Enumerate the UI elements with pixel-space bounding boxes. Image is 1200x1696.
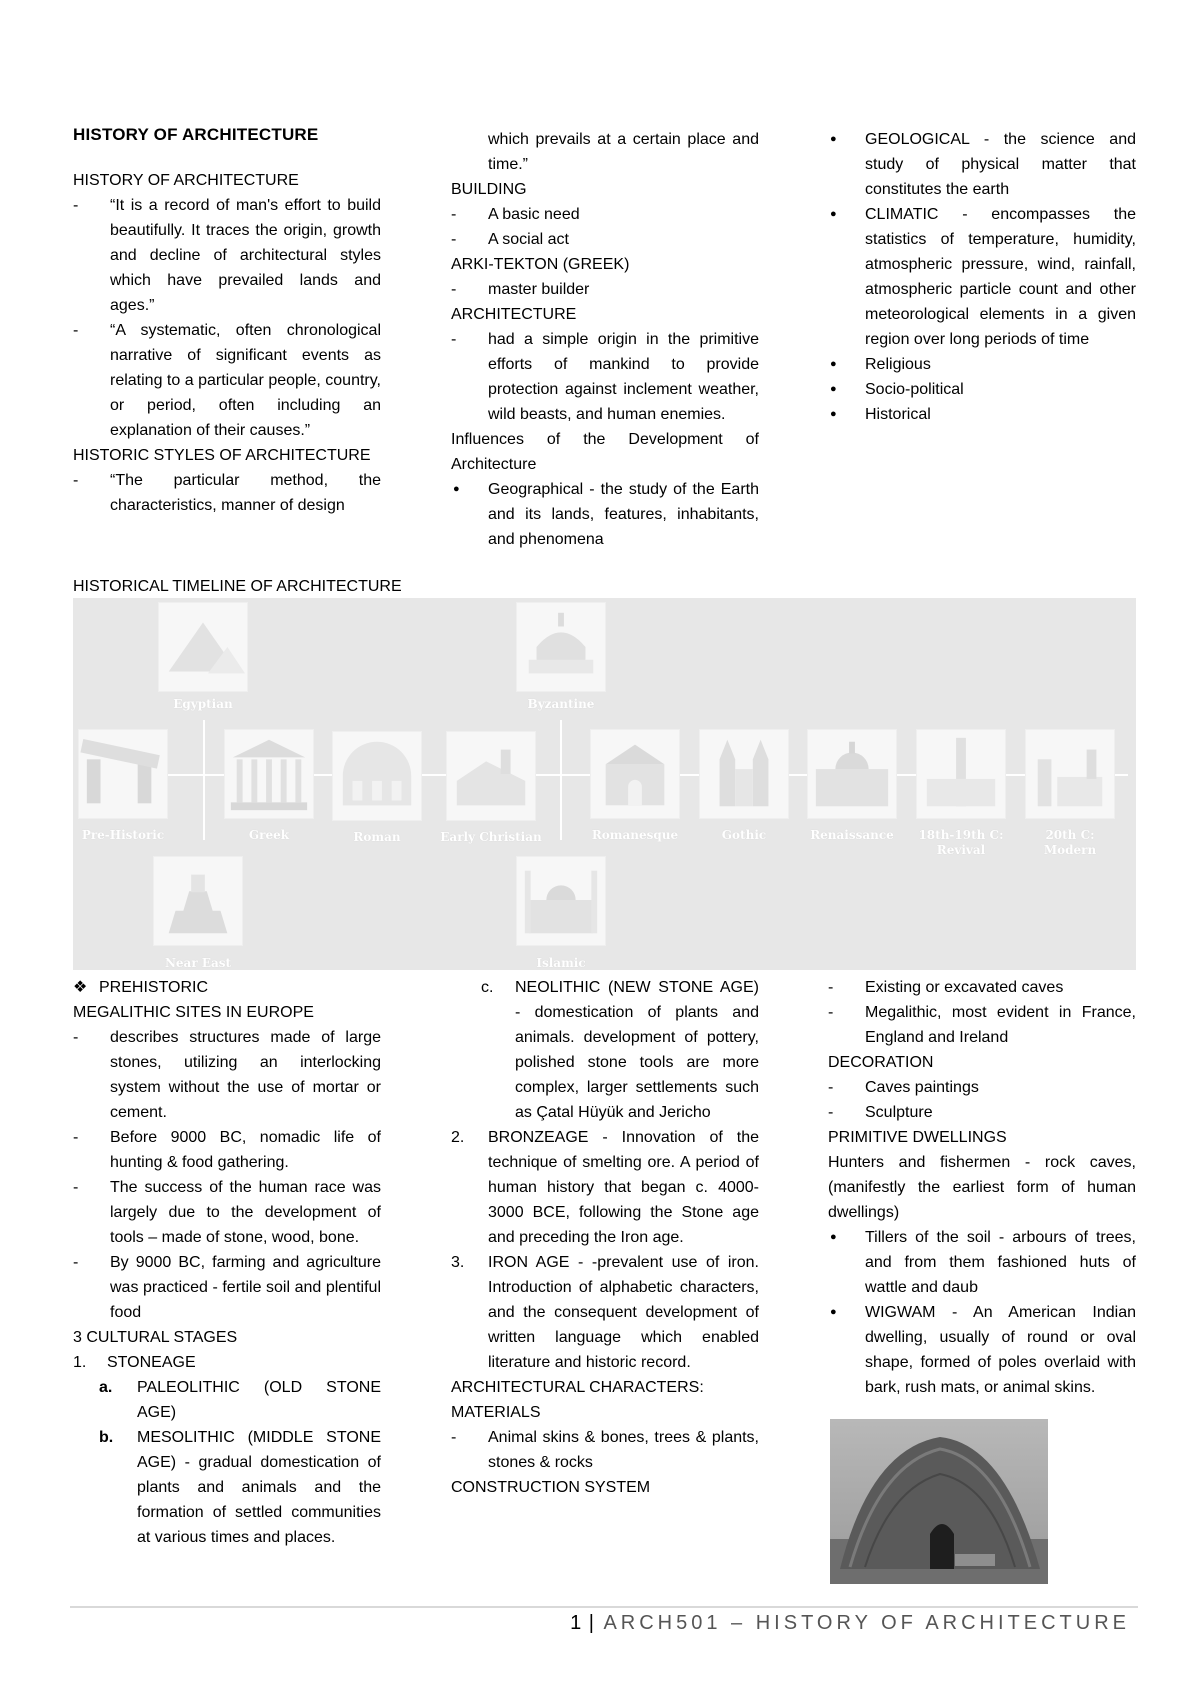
prehistoric-heading: ❖ PREHISTORIC — [73, 975, 381, 1000]
list-item: - describes structures made of large stones, utilizing an interlocking system without the use of mortar or cement. — [73, 1025, 381, 1125]
list-letter: c. — [481, 979, 494, 996]
list-item: - “A systematic, often chronological narrative of significant events as relating to a particular people, country, or period, often including an explanation of their causes.” — [73, 318, 381, 443]
near-east-label: Near East — [164, 956, 232, 970]
egyptian-image — [158, 602, 248, 692]
byzantine-image — [516, 602, 606, 692]
list-item: - By 9000 BC, farming and agriculture was practiced - fertile soil and plentiful food — [73, 1250, 381, 1325]
list-item: 1. STONEAGE — [73, 1350, 381, 1375]
revival-label-line1: 18th-19th C: — [918, 828, 1004, 842]
list-item: a. PALEOLITHIC (OLD STONE AGE) — [73, 1375, 381, 1425]
list-item: - A basic need — [451, 202, 759, 227]
construction-list — [828, 975, 1136, 1050]
megalithic-list — [73, 1025, 381, 1325]
architecture-heading: ARCHITECTURE — [451, 306, 577, 323]
list-letter: a. — [99, 1379, 113, 1396]
list-item: 3. IRON AGE - -prevalent use of iron. Introduction of alphabetic characters, and the consequent development of written language which enabled literature and historic record. — [451, 1250, 759, 1375]
list-item: ● Historical — [828, 402, 1136, 427]
roman-label: Roman — [353, 830, 401, 844]
renaissance-label: Renaissance — [810, 828, 894, 842]
list-item: ● Religious — [828, 352, 1136, 377]
list-item: - had a simple origin in the primitive efforts of mankind to provide protection against inclement weather, wild beasts, and human enemies. — [451, 327, 759, 427]
megalithic-heading: MEGALITHIC SITES IN EUROPE — [73, 1004, 314, 1021]
page-title: HISTORY OF ARCHITECTURE — [73, 125, 319, 144]
list-item: c. NEOLITHIC (NEW STONE AGE) - domestication of plants and animals. development of pottery, polished stone tools are more complex, larger settlements such as Çatal Hüyük and Jericho — [451, 975, 759, 1125]
cultural-stages-list-continued — [451, 1125, 759, 1375]
arki-tekton-list — [451, 277, 759, 302]
early-christian-image — [446, 731, 536, 821]
stone-age-sublist — [73, 1375, 381, 1550]
timeline-line — [560, 720, 562, 840]
list-item: - Before 9000 BC, nomadic life of hunting & food gathering. — [73, 1125, 381, 1175]
list-number: 3. — [451, 1254, 465, 1271]
list-number: 2. — [451, 1129, 465, 1146]
timeline-line — [203, 720, 205, 840]
list-item: - Existing or excavated caves — [828, 975, 1136, 1000]
column-6 — [828, 975, 1136, 1400]
revival-label — [901, 828, 1021, 858]
renaissance-image — [807, 729, 897, 819]
history-heading: HISTORY OF ARCHITECTURE — [73, 172, 299, 189]
page-footer — [570, 1612, 1130, 1635]
list-item: - “The particular method, the characteristics, manner of design — [73, 468, 381, 518]
influences-list — [451, 477, 759, 552]
gothic-image — [699, 729, 789, 819]
near-east-image — [153, 856, 243, 946]
islamic-label: Islamic — [536, 956, 586, 970]
materials-heading: MATERIALS — [451, 1404, 541, 1421]
column-2 — [451, 127, 759, 552]
list-letter: b. — [99, 1429, 114, 1446]
page-number: 1 | — [570, 1612, 595, 1634]
list-item: ● Geographical - the study of the Earth and its lands, features, inhabitants, and phenomena — [451, 477, 759, 552]
greek-label: Greek — [248, 828, 290, 842]
course-title: ARCH501 – HISTORY OF ARCHITECTURE — [603, 1612, 1130, 1634]
influences-list-continued — [828, 127, 1136, 427]
gothic-label: Gothic — [721, 828, 767, 842]
byzantine-label: Byzantine — [527, 697, 595, 711]
list-item: - A social act — [451, 227, 759, 252]
materials-list — [451, 1425, 759, 1475]
list-item: - “It is a record of man's effort to build beautifully. It traces the origin, growth and decline of architectural styles which have prevailed lands and ages.” — [73, 193, 381, 318]
influences-heading: Influences of the Development of Architecture — [451, 431, 759, 473]
modern-label-line1: 20th C: — [1045, 828, 1095, 842]
modern-label-line2: Modern — [1043, 843, 1097, 857]
footer-rule — [70, 1606, 1138, 1608]
list-item: ● CLIMATIC - encompasses the statistics of temperature, humidity, atmospheric pressure, wind, rainfall, atmospheric particle count and other meteorological elements in a given region over long periods of time — [828, 202, 1136, 352]
modern-label — [1010, 828, 1130, 858]
column-4 — [73, 975, 381, 1550]
construction-heading: CONSTRUCTION SYSTEM — [451, 1479, 651, 1496]
greek-image — [224, 729, 314, 819]
dwellings-list — [828, 1225, 1136, 1400]
column-1 — [73, 122, 381, 518]
revival-label-line2: Revival — [936, 843, 986, 857]
list-item: b. MESOLITHIC (MIDDLE STONE AGE) - gradual domestication of plants and animals and the formation of settled communities at various times and places. — [73, 1425, 381, 1550]
column-3 — [828, 127, 1136, 427]
history-list — [73, 193, 381, 443]
list-item: - The success of the human race was largely due to the development of tools – made of stone, wood, bone. — [73, 1175, 381, 1250]
wigwam-photo — [830, 1419, 1048, 1584]
roman-image — [332, 731, 422, 821]
architecture-list — [451, 327, 759, 427]
list-item: - Sculpture — [828, 1100, 1136, 1125]
timeline-heading: HISTORICAL TIMELINE OF ARCHITECTURE — [73, 578, 402, 595]
building-list — [451, 202, 759, 252]
modern-image — [1025, 729, 1115, 819]
styles-heading: HISTORIC STYLES OF ARCHITECTURE — [73, 447, 371, 464]
egyptian-label: Egyptian — [173, 697, 233, 711]
building-heading: BUILDING — [451, 181, 527, 198]
decoration-list — [828, 1075, 1136, 1125]
stone-age-sublist-continued — [451, 975, 759, 1125]
architectural-characters-heading: ARCHITECTURAL CHARACTERS: — [451, 1379, 704, 1396]
revival-image — [916, 729, 1006, 819]
list-number: 1. — [73, 1354, 87, 1371]
cultural-stages-list — [73, 1350, 381, 1375]
list-item: ● GEOLOGICAL - the science and study of physical matter that constitutes the earth — [828, 127, 1136, 202]
styles-list — [73, 468, 381, 518]
list-item: ● Socio-political — [828, 377, 1136, 402]
prehistoric-label: Pre-Historic — [81, 828, 165, 842]
list-item: 2. BRONZEAGE - Innovation of the technique of smelting ore. A period of human history that began c. 4000-3000 BCE, following the Stone age and preceding the Iron age. — [451, 1125, 759, 1250]
early-christian-label: Early Christian — [440, 830, 542, 844]
timeline-figure — [73, 598, 1136, 970]
column-5 — [451, 975, 759, 1500]
islamic-image — [516, 856, 606, 946]
arki-tekton-heading: ARKI-TEKTON (GREEK) — [451, 256, 630, 273]
list-item: ● WIGWAM - An American Indian dwelling, usually of round or oval shape, formed of poles overlaid with bark, rush mats, or animal skins. — [828, 1300, 1136, 1400]
decoration-heading: DECORATION — [828, 1054, 934, 1071]
list-item: ● Tillers of the soil - arbours of trees, and from them fashioned huts of wattle and daub — [828, 1225, 1136, 1300]
prehistoric-image — [78, 729, 168, 819]
cultural-stages-heading: 3 CULTURAL STAGES — [73, 1329, 238, 1346]
dwellings-text: Hunters and fishermen - rock caves, (manifestly the earliest form of human dwellings) — [828, 1154, 1136, 1221]
list-item: - Animal skins & bones, trees & plants, stones & rocks — [451, 1425, 759, 1475]
list-item: - master builder — [451, 277, 759, 302]
romanesque-image — [590, 729, 680, 819]
diamond-bullet-icon: ❖ — [73, 979, 88, 996]
romanesque-label: Romanesque — [591, 828, 679, 842]
list-item: - Caves paintings — [828, 1075, 1136, 1100]
list-item: - Megalithic, most evident in France, England and Ireland — [828, 1000, 1136, 1050]
dwellings-heading: PRIMITIVE DWELLINGS — [828, 1129, 1007, 1146]
styles-continuation: which prevails at a certain place and time.” — [488, 131, 759, 173]
